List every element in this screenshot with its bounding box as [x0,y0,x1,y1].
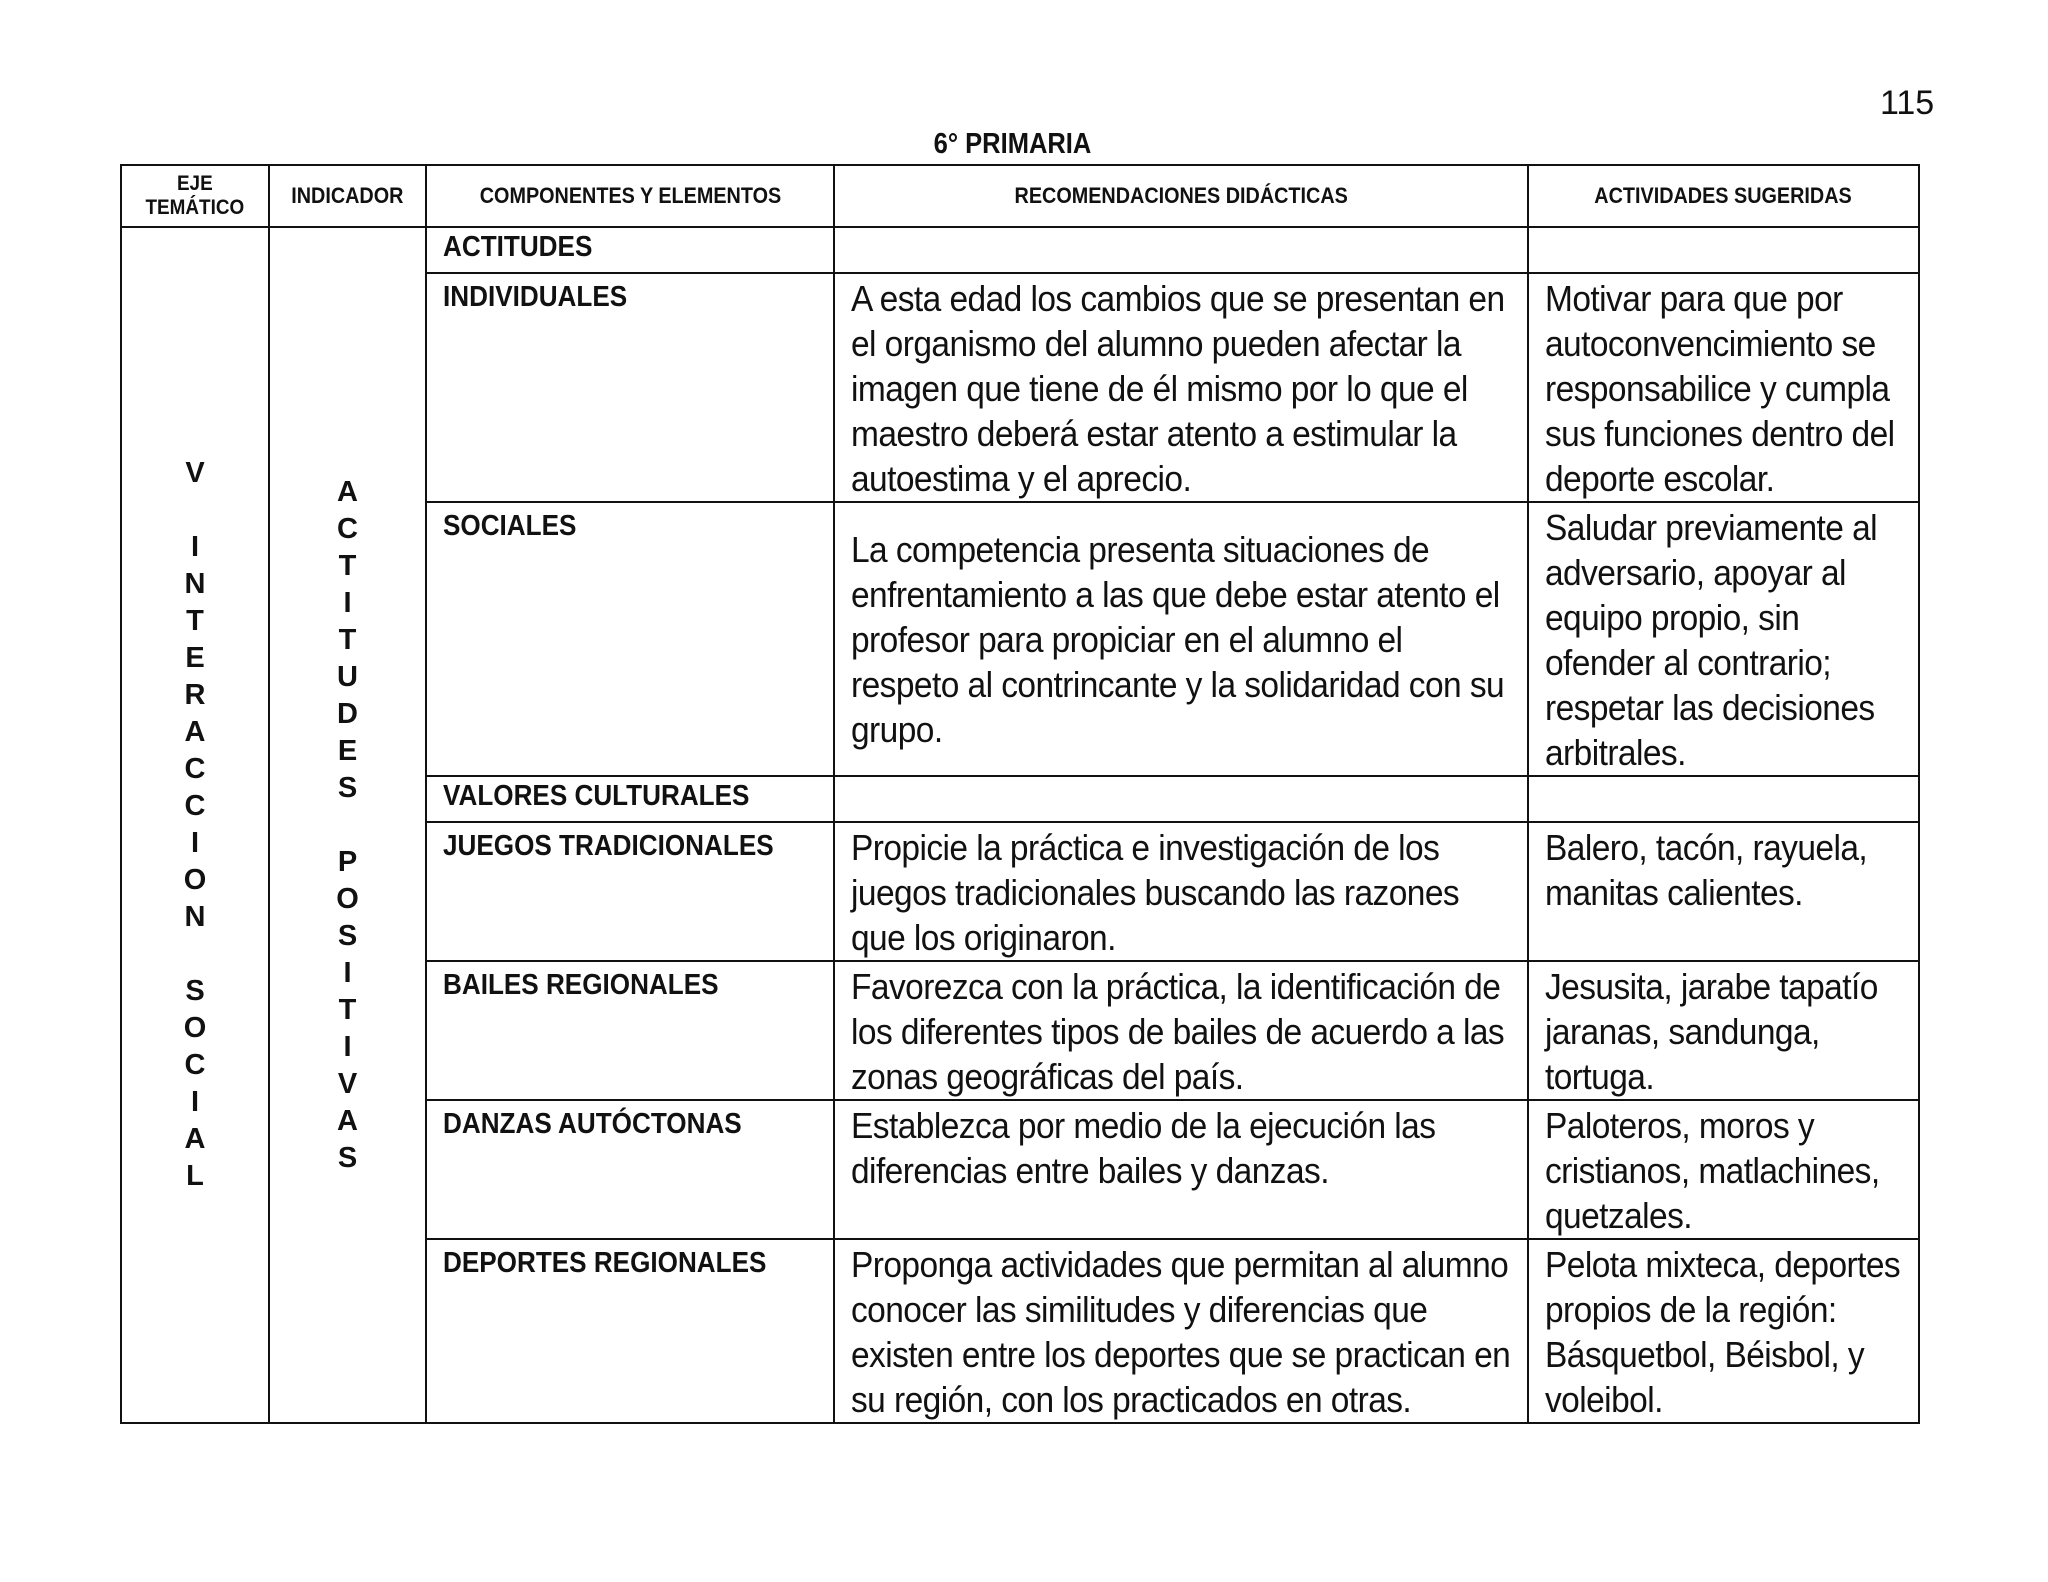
eje-vertical-letter: C [184,790,206,822]
eje-vertical-letter: S [185,975,205,1007]
component-cell: JUEGOS TRADICIONALES [426,822,834,961]
eje-vertical-letter: V [185,457,205,489]
curriculum-table [120,164,1920,1424]
indicador-vertical-letter: A [337,1104,358,1137]
eje-vertical-letter: T [186,605,204,637]
component-cell: BAILES REGIONALES [426,961,834,1100]
component-cell: ACTITUDES [426,227,834,273]
header-eje-tematico [121,165,269,227]
header-componentes: COMPONENTES Y ELEMENTOS [426,165,834,227]
header-recomendaciones: RECOMENDACIONES DIDÁCTICAS [834,165,1528,227]
table-header-row [121,165,1919,227]
indicador-vertical-letter: A [337,475,358,508]
eje-vertical-letter: C [184,1049,206,1081]
header-indicador: INDICADOR [269,165,426,227]
indicador-vertical-letter: V [337,1067,358,1100]
indicador-vertical-text [336,474,359,1177]
eje-vertical-letter: O [183,1012,207,1044]
component-cell: DEPORTES REGIONALES [426,1239,834,1423]
eje-vertical-letter: I [190,827,200,859]
eje-vertical-letter: I [190,1086,200,1118]
actividad-cell: Motivar para que por autoconvencimiento se responsabilice y cumpla sus funciones dentro del deporte escolar. [1528,273,1919,502]
component-cell: SOCIALES [426,502,834,776]
eje-vertical-letter: L [186,1160,204,1192]
indicador-vertical-letter: U [337,660,358,693]
indicador-vertical-letter: P [337,845,358,878]
actividad-cell: Saludar previamente al adversario, apoyar al equipo propio, sin ofender al contrario; respetar las decisiones arbitrales. [1528,502,1919,776]
eje-vertical-cell [121,227,269,1423]
actividad-cell [1528,776,1919,822]
actividad-cell: Jesusita, jarabe tapatío jaranas, sandunga, tortuga. [1528,961,1919,1100]
eje-vertical-letter: A [184,716,206,748]
actividad-cell [1528,227,1919,273]
indicador-vertical-letter: S [337,1141,358,1174]
actividad-cell: Pelota mixteca, deportes propios de la región: Básquetbol, Béisbol, y voleibol. [1528,1239,1919,1423]
header-eje-line1: EJE [177,172,213,195]
eje-vertical-letter: N [184,568,206,600]
indicador-vertical-letter: E [337,734,358,767]
recomendacion-cell: Establezca por medio de la ejecución las diferencias entre bailes y danzas. [834,1100,1528,1239]
header-eje-line2: TEMÁTICO [145,196,245,219]
indicador-vertical-letter: D [337,697,358,730]
eje-vertical-letter [184,492,207,529]
indicador-vertical-letter: T [338,993,357,1026]
recomendacion-cell [834,776,1528,822]
indicador-vertical-letter: S [337,919,358,952]
component-cell: DANZAS AUTÓCTONAS [426,1100,834,1239]
eje-vertical-letter: C [184,753,206,785]
indicador-vertical-letter: I [343,1030,352,1063]
component-cell: VALORES CULTURALES [426,776,834,822]
indicador-vertical-letter [336,807,359,844]
recomendacion-cell: Proponga actividades que permitan al alumno conocer las similitudes y diferencias que existen entre los deportes que se practican en su región, con los practicados en otras. [834,1239,1528,1423]
indicador-vertical-cell [269,227,426,1423]
eje-vertical-letter: E [185,642,205,674]
eje-vertical-text [184,455,207,1195]
actividad-cell: Paloteros, moros y cristianos, matlachines, quetzales. [1528,1100,1919,1239]
recomendacion-cell: Propicie la práctica e investigación de los juegos tradicionales buscando las razones que los originaron. [834,822,1528,961]
page-number: 115 [1880,84,1935,122]
page-title: 6° PRIMARIA [933,128,1092,160]
component-cell: INDIVIDUALES [426,273,834,502]
actividad-cell: Balero, tacón, rayuela, manitas calientes. [1528,822,1919,961]
header-actividades: ACTIVIDADES SUGERIDAS [1528,165,1919,227]
recomendacion-cell [834,227,1528,273]
eje-vertical-letter [184,936,207,973]
indicador-vertical-letter: T [338,623,357,656]
indicador-vertical-letter: C [337,512,358,545]
eje-vertical-letter: I [190,531,200,563]
recomendacion-cell: Favorezca con la práctica, la identificación de los diferentes tipos de bailes de acuerdo a las zonas geográficas del país. [834,961,1528,1100]
indicador-vertical-letter: O [336,882,359,915]
indicador-vertical-letter: I [343,956,352,989]
indicador-vertical-letter: I [343,586,352,619]
eje-vertical-letter: A [184,1123,206,1155]
indicador-vertical-letter: S [337,771,358,804]
eje-vertical-letter: N [184,901,206,933]
table-row [121,227,1919,273]
eje-vertical-letter: R [184,679,206,711]
recomendacion-cell: A esta edad los cambios que se presentan en el organismo del alumno pueden afectar la imagen que tiene de él mismo por lo que el maestro deberá estar atento a estimular la autoestima y el aprecio. [834,273,1528,502]
eje-vertical-letter: O [183,864,207,896]
recomendacion-cell: La competencia presenta situaciones de enfrentamiento a las que debe estar atento el profesor para propiciar en el alumno el respeto al contrincante y la solidaridad con su grupo. [834,502,1528,776]
indicador-vertical-letter: T [338,549,357,582]
